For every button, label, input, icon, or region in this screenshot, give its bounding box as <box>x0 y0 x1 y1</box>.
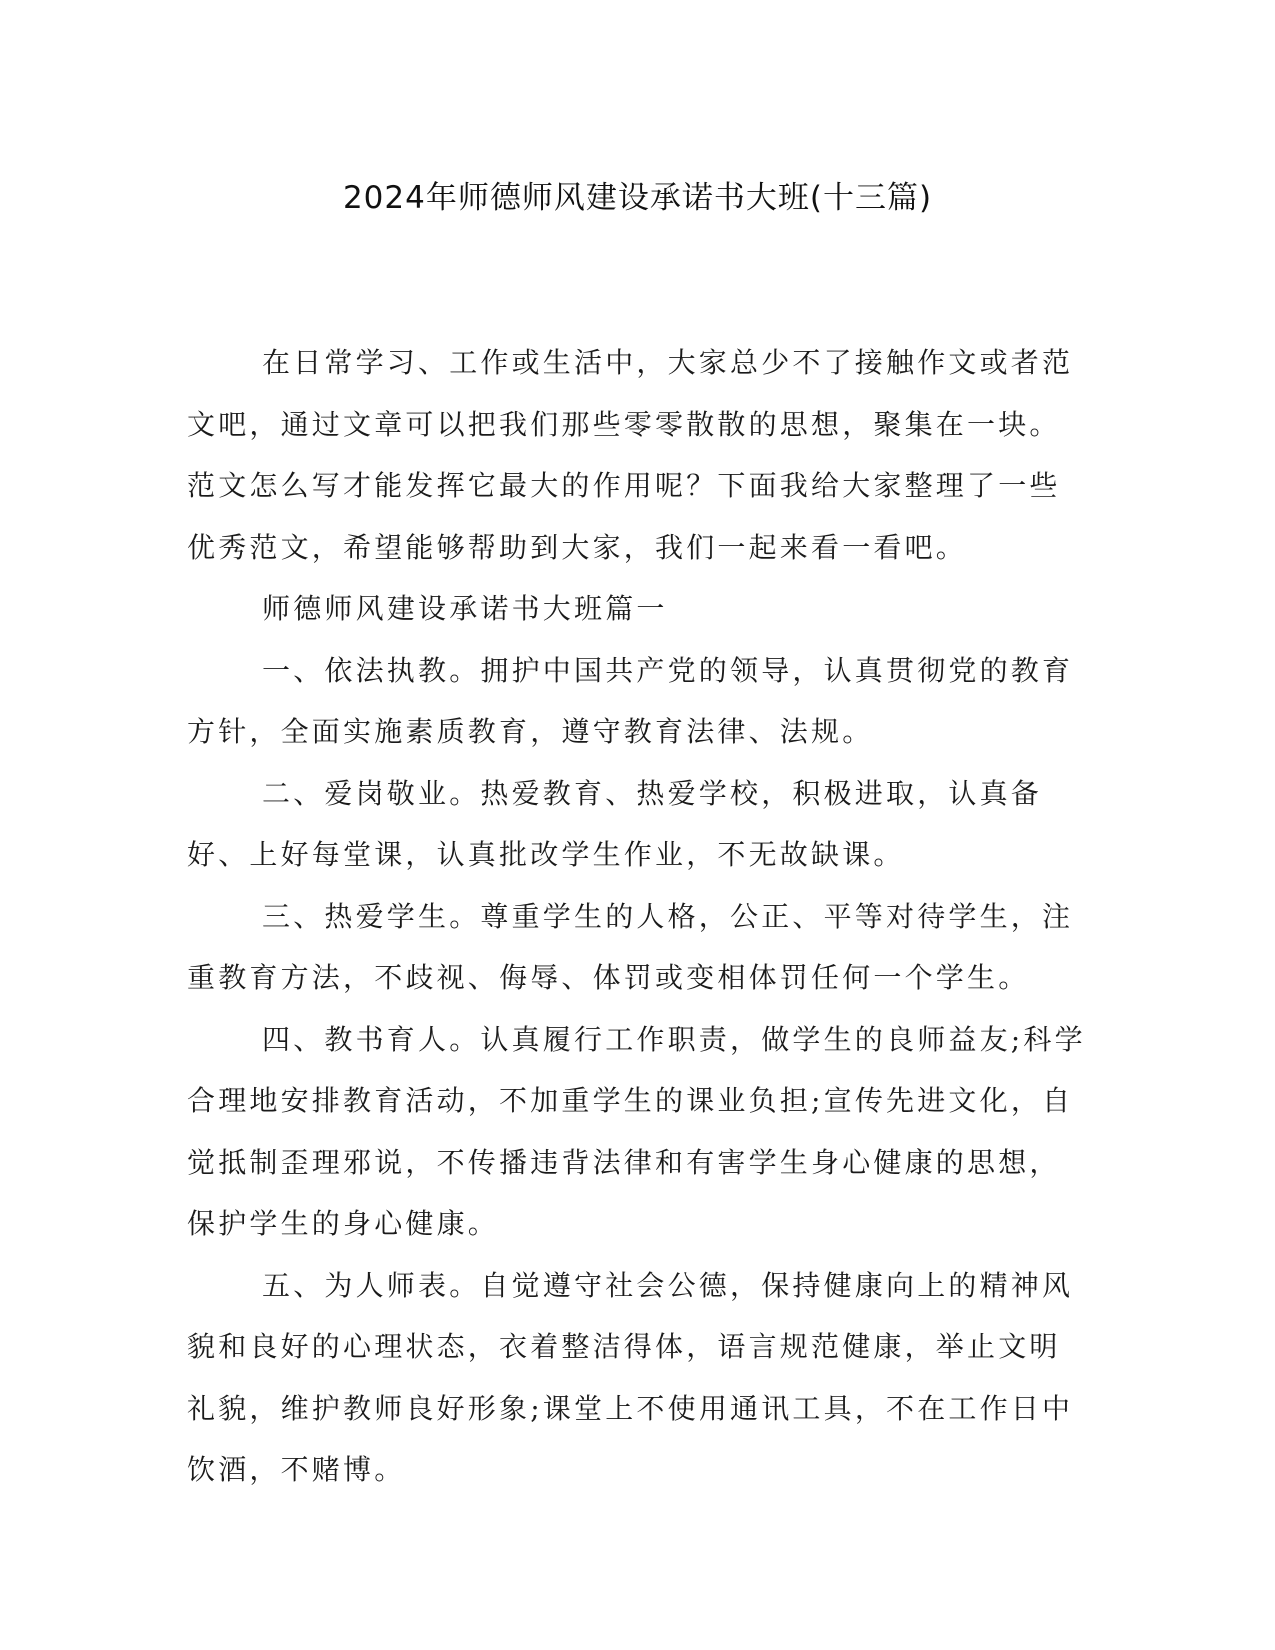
document-body <box>187 332 1087 1501</box>
paragraph-item-3: 三、热爱学生。尊重学生的人格，公正、平等对待学生，注重教育方法，不歧视、侮辱、体罚或变相体罚任何一个学生。 <box>187 899 1074 994</box>
intro-paragraph: 在日常学习、工作或生活中，大家总少不了接触作文或者范文吧，通过文章可以把我们那些零零散散的思想，聚集在一块。范文怎么写才能发挥它最大的作用呢？下面我给大家整理了一些优秀范文，希望能够帮助到大家，我们一起来看一看吧。 <box>187 346 1074 564</box>
section-heading: 师德师风建设承诺书大班篇一 <box>262 592 668 625</box>
paragraph-item-1: 一、依法执教。拥护中国共产党的领导，认真贯彻党的教育方针，全面实施素质教育，遵守教育法律、法规。 <box>187 653 1074 748</box>
paragraph-item-4: 四、教书育人。认真履行工作职责，做学生的良师益友;科学合理地安排教育活动，不加重学生的课业负担;宣传先进文化，自觉抵制歪理邪说，不传播违背法律和有害学生身心健康的思想，保护学生的身心健康。 <box>187 1022 1086 1240</box>
paragraph-item-2: 二、爱岗敬业。热爱教育、热爱学校，积极进取，认真备好、上好每堂课，认真批改学生作业，不无故缺课。 <box>187 776 1043 871</box>
document-title: 2024年师德师风建设承诺书大班(十三篇) <box>342 180 933 216</box>
paragraph-item-5: 五、为人师表。自觉遵守社会公德，保持健康向上的精神风貌和良好的心理状态，衣着整洁得体，语言规范健康，举止文明礼貌，维护教师良好形象;课堂上不使用通讯工具，不在工作日中饮酒，不赌博。 <box>187 1268 1074 1486</box>
